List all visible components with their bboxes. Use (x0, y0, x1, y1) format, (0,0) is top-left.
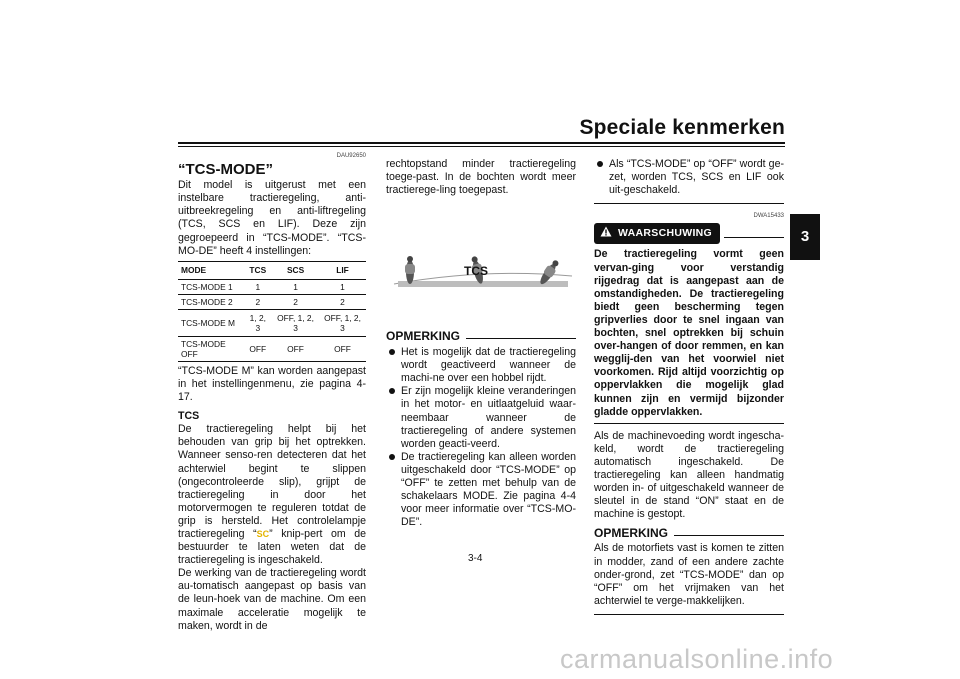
list-item (594, 158, 784, 197)
table-cell: 1, 2, 3 (244, 309, 273, 336)
watermark: carmanualsonline.info (560, 644, 834, 674)
tcs-text-part1: De tractieregeling helpt bij het behouden van grip bij het optrekken. Wanneer senso-ren detecteren dat het achterwiel begint te slippen (ongecontroleerde slip), grijpt de tractieregeling in door het motorvermogen te reguleren totdat de grip is hersteld. Het controlelampje tractieregeling “ (178, 423, 366, 540)
warning-text: De tractieregeling vormt geen vervan-ging voor verstandig rijgedrag dat is aangepast aan de omstandigheden. De tractieregeling biedt geen bescherming tegen gripverlies door te snel ingaan van bochten, snel optrekken bij schuin over-hangen of door remmen, en kan wegglij-den van het voorwiel niet voorkomen. Rijd altijd voorzichtig op oppervlakken die mogelijk glad kunnen zijn en vermijd bijzonder gladde oppervlakken. (594, 248, 784, 418)
warning-header (594, 223, 784, 244)
warning-label: WAARSCHUWING (618, 227, 713, 240)
header-rule (178, 142, 785, 144)
table-cell: OFF (244, 336, 273, 361)
table-cell: 1 (272, 279, 319, 294)
bullet-text: Als “TCS-MODE” op “OFF” wordt ge-zet, worden TCS, SCS en LIF ook uit-geschakeld. (609, 158, 784, 197)
table-header: MODE (178, 261, 244, 279)
note-heading (594, 527, 784, 540)
header-rule-thin (178, 146, 785, 147)
table-row (178, 294, 366, 309)
warning-end-rule (594, 423, 784, 424)
note-bullet-list (386, 346, 576, 529)
table-header: TCS (244, 261, 273, 279)
table-header: LIF (319, 261, 366, 279)
note-heading-text: OPMERKING (594, 526, 669, 541)
table-cell: OFF, 1, 2, 3 (319, 309, 366, 336)
table-cell: TCS-MODE 1 (178, 279, 244, 294)
note-heading-rule (674, 535, 784, 536)
page-title: Speciale kenmerken (579, 116, 785, 139)
tcs-paragraph (178, 423, 366, 567)
bullet-text: Er zijn mogelijk kleine veranderingen in het motor- en uitlaatgeluid waar-neembaar wanneer de tractieregeling of andere systemen worden geacti-veerd. (401, 385, 576, 450)
table-cell: TCS-MODE 2 (178, 294, 244, 309)
table-cell: TCS-MODE OFF (178, 336, 244, 361)
list-item (386, 385, 576, 450)
table-cell: OFF, 1, 2, 3 (272, 309, 319, 336)
chapter-tab: 3 (790, 214, 820, 260)
right-bullet-list (594, 158, 784, 197)
power-paragraph: Als de machinevoeding wordt ingescha-keld, wordt de tractieregeling automatisch ingeschakeld. De tractieregeling kan alleen handmatig worden in- of uitgeschakeld wanneer de sleutel in de stand “ON” staat en de machine is gestopt. (594, 429, 784, 521)
continued-paragraph: rechtopstand minder tractieregeling toege-past. In de bochten wordt meer tractierege-ling toegepast. (386, 158, 576, 197)
figure-label: TCS (464, 264, 488, 278)
table-cell: 1 (319, 279, 366, 294)
table-cell: 2 (272, 294, 319, 309)
traction-control-indicator-icon: SC (256, 528, 270, 539)
note-heading-text: OPMERKING (386, 329, 461, 343)
warning-badge (594, 223, 720, 244)
after-table-paragraph: “TCS-MODE M” kan worden aangepast in het instellingenmenu, zie pagina 4-17. (178, 364, 366, 404)
lean-angle-illustration (390, 250, 576, 306)
right-column (594, 158, 784, 615)
note-heading (386, 330, 576, 343)
left-column (178, 150, 366, 633)
bullet-end-rule (594, 203, 784, 204)
page-number: 3-4 (468, 553, 483, 564)
section-code: DAU92650 (336, 153, 366, 159)
note-text: Als de motorfiets vast is komen te zitten in modder, zand of een andere zachte onder-grond, zet “TCS-MODE” dan op “OFF” om het vrijmaken van het achterwiel te verge-makkelijken. (594, 542, 784, 607)
tcs-figure (390, 250, 576, 306)
table-row (178, 309, 366, 336)
warning-code: DWA15433 (753, 213, 784, 220)
warning-rule (724, 237, 784, 238)
table-cell: OFF (319, 336, 366, 361)
bullet-icon (389, 454, 395, 460)
note-end-rule (594, 614, 784, 615)
list-item (386, 346, 576, 385)
note-heading-rule (466, 338, 576, 339)
motorcycle-upright-icon (405, 256, 415, 284)
table-header-row (178, 261, 366, 279)
table-cell: 1 (244, 279, 273, 294)
table-row (178, 336, 366, 361)
table-row (178, 279, 366, 294)
bullet-icon (389, 349, 395, 355)
mode-table (178, 261, 366, 362)
table-cell: TCS-MODE M (178, 309, 244, 336)
table-header: SCS (272, 261, 319, 279)
table-cell: 2 (244, 294, 273, 309)
table-cell: 2 (319, 294, 366, 309)
intro-paragraph: Dit model is uitgerust met een instelbare tractieregeling, anti-uitbreekregeling en anti-liftregeling (TCS, SCS en LIF). Deze zijn gegroepeerd in “TCS-MODE”. “TCS-MO-DE” heeft 4 instellingen: (178, 179, 366, 257)
section-title: “TCS-MODE” (178, 161, 273, 179)
tcs-paragraph-2: De werking van de tractieregeling wordt au-tomatisch aangepast op basis van de leun-hoek van de machine. Om een maximale acceleratie mogelijk te maken, wordt in de (178, 567, 366, 632)
table-cell: OFF (272, 336, 319, 361)
warning-triangle-icon (600, 226, 612, 241)
bullet-text: Het is mogelijk dat de tractieregeling wordt geactiveerd wanneer de machi-ne over een hobbel rijdt. (401, 346, 576, 385)
middle-column (386, 158, 576, 197)
tcs-text-part2: ” knip-pert om de bestuurder te laten weten dat de tractieregeling is ingeschakeld. (178, 527, 367, 567)
bullet-icon (597, 161, 603, 167)
list-item (386, 451, 576, 530)
bullet-text: De tractieregeling kan alleen worden uitgeschakeld door “TCS-MODE” op “OFF” te zetten met behulp van de schakelaars MODE. Zie pagina 4-4 voor meer informatie over “TCS-MO-DE”. (401, 450, 576, 529)
middle-note (386, 330, 576, 529)
bullet-icon (389, 388, 395, 394)
tcs-heading: TCS (178, 410, 200, 423)
